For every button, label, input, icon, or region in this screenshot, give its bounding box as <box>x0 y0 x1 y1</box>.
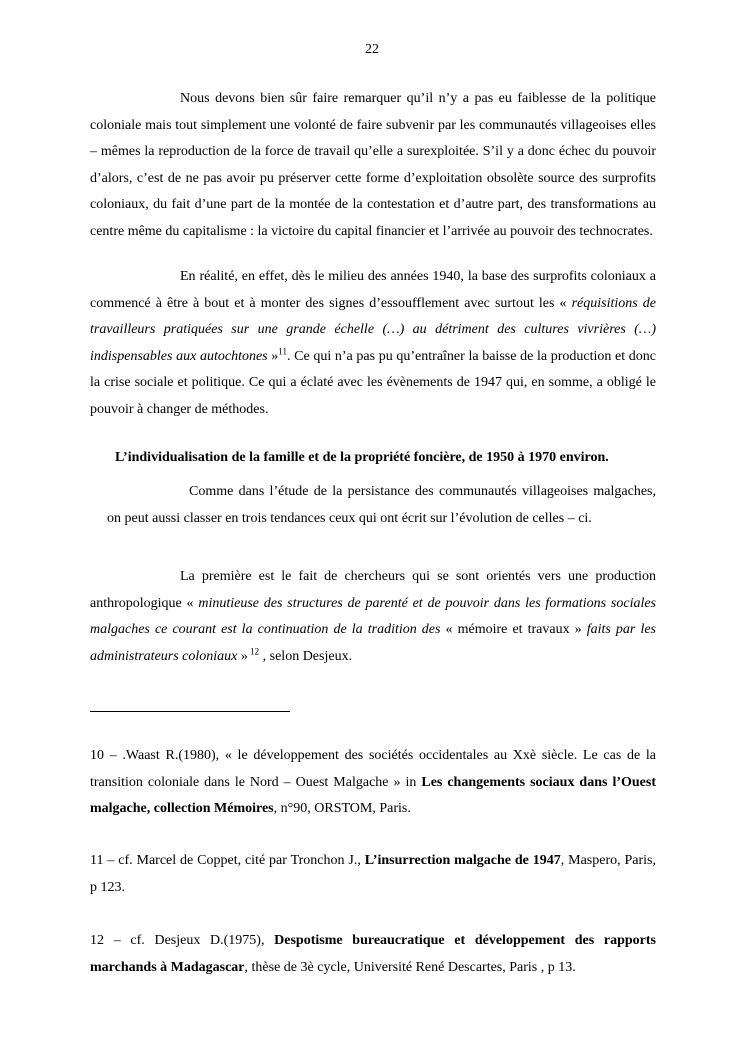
footnote-10 <box>90 743 656 823</box>
footnote-ref-11: 11 <box>278 345 287 356</box>
footnote-11-title: L’insurrection malgache de 1947 <box>364 853 561 868</box>
footnote-11-text-b: , Maspero, Paris, p 123. <box>90 853 656 895</box>
paragraph-2-text-b: » <box>267 348 279 364</box>
paragraph-4-italic-1: minutieuse des structures de parenté et de pouvoir dans les formations sociales malgaches ce courant est la continuation de la tradition des <box>90 595 657 637</box>
footnote-12-text-b: , thèse de 3è cycle, Université René Descartes, Paris , p 13. <box>244 959 576 975</box>
paragraph-4-text-a: La première est le fait de chercheurs qui se sont orientés vers une production anthropologique « <box>90 569 656 611</box>
paragraph-4-text-b: » <box>237 648 248 664</box>
footnote-10-text-a: 10 – .Waast R.(1980), « le développement des sociétés occidentales au Xxè siècle. Le cas de la transition coloniale dans le Nord – Ouest Malgache » in <box>90 748 656 790</box>
footnote-10-title: Les changements sociaux dans l’Ouest malgache, collection Mémoires <box>90 774 656 816</box>
paragraph-2-text-a: En réalité, en effet, dès le milieu des années 1940, la base des surprofits coloniaux a commencé à être à bout et à monter des signes d’essoufflement avec surtout les « <box>90 269 656 311</box>
paragraph-2-quote: réquisitions de travailleurs pratiquées sur une grande échelle (…) au détriment des cultures vivrières (…) indispensables aux autochtones <box>90 295 656 364</box>
page-number: 22 <box>365 42 379 57</box>
footnote-12-title: Despotisme bureaucratique et développement des rapports marchands à Madagascar <box>90 933 656 975</box>
footnote-10-text-b: , n°90, ORSTOM, Paris. <box>273 801 411 816</box>
paragraph-3: Comme dans l’étude de la persistance des communautés villageoises malgaches, on peut aussi classer en trois tendances ceux qui ont écrit sur l’évolution de celles – ci. <box>107 484 656 526</box>
footnote-12 <box>90 928 656 981</box>
footnote-11-text-a: 11 – cf. Marcel de Coppet, cité par Tronchon J., <box>90 853 365 868</box>
paragraph-4-italic-2: faits par les administrateurs coloniaux <box>90 622 657 664</box>
paragraph-4 <box>90 564 656 670</box>
section-heading: L’individualisation de la famille et de la propriété foncière, de 1950 à 1970 environ. <box>115 450 609 465</box>
paragraph-1: Nous devons bien sûr faire remarquer qu’il n’y a pas eu faiblesse de la politique coloniale mais tout simplement une volonté de faire subvenir par les communautés villageoises elles – mêmes la reproduction de la force de travail qu’elle a surexploitée. S’il y a donc échec du pouvoir d’alors, c’est de ne pas avoir pu préserver cette forme d’exploitation obsolète source des surprofits coloniaux, du fait d’une part de la montée de la contestation et d’autre part, des transformations au centre même du capitalisme : la victoire du capital financier et l’arrivée au pouvoir des technocrates. <box>90 91 656 239</box>
paragraph-4-text-c: , selon Desjeux. <box>259 648 353 664</box>
paragraph-2-text-c: . Ce qui n’a pas pu qu’entraîner la baisse de la production et donc la crise sociale et politique. Ce qui a éclaté avec les évènements de 1947 qui, en somme, a obligé le pouvoir à changer de méthodes. <box>90 348 657 417</box>
footnote-12-text-a: 12 – cf. Desjeux D.(1975), <box>90 933 275 948</box>
footnote-11 <box>90 848 656 901</box>
paragraph-4-mid: « mémoire et travaux » <box>440 622 587 637</box>
footnote-separator <box>90 711 290 712</box>
footnote-ref-12: 12 <box>247 645 260 656</box>
paragraph-2 <box>90 264 656 423</box>
